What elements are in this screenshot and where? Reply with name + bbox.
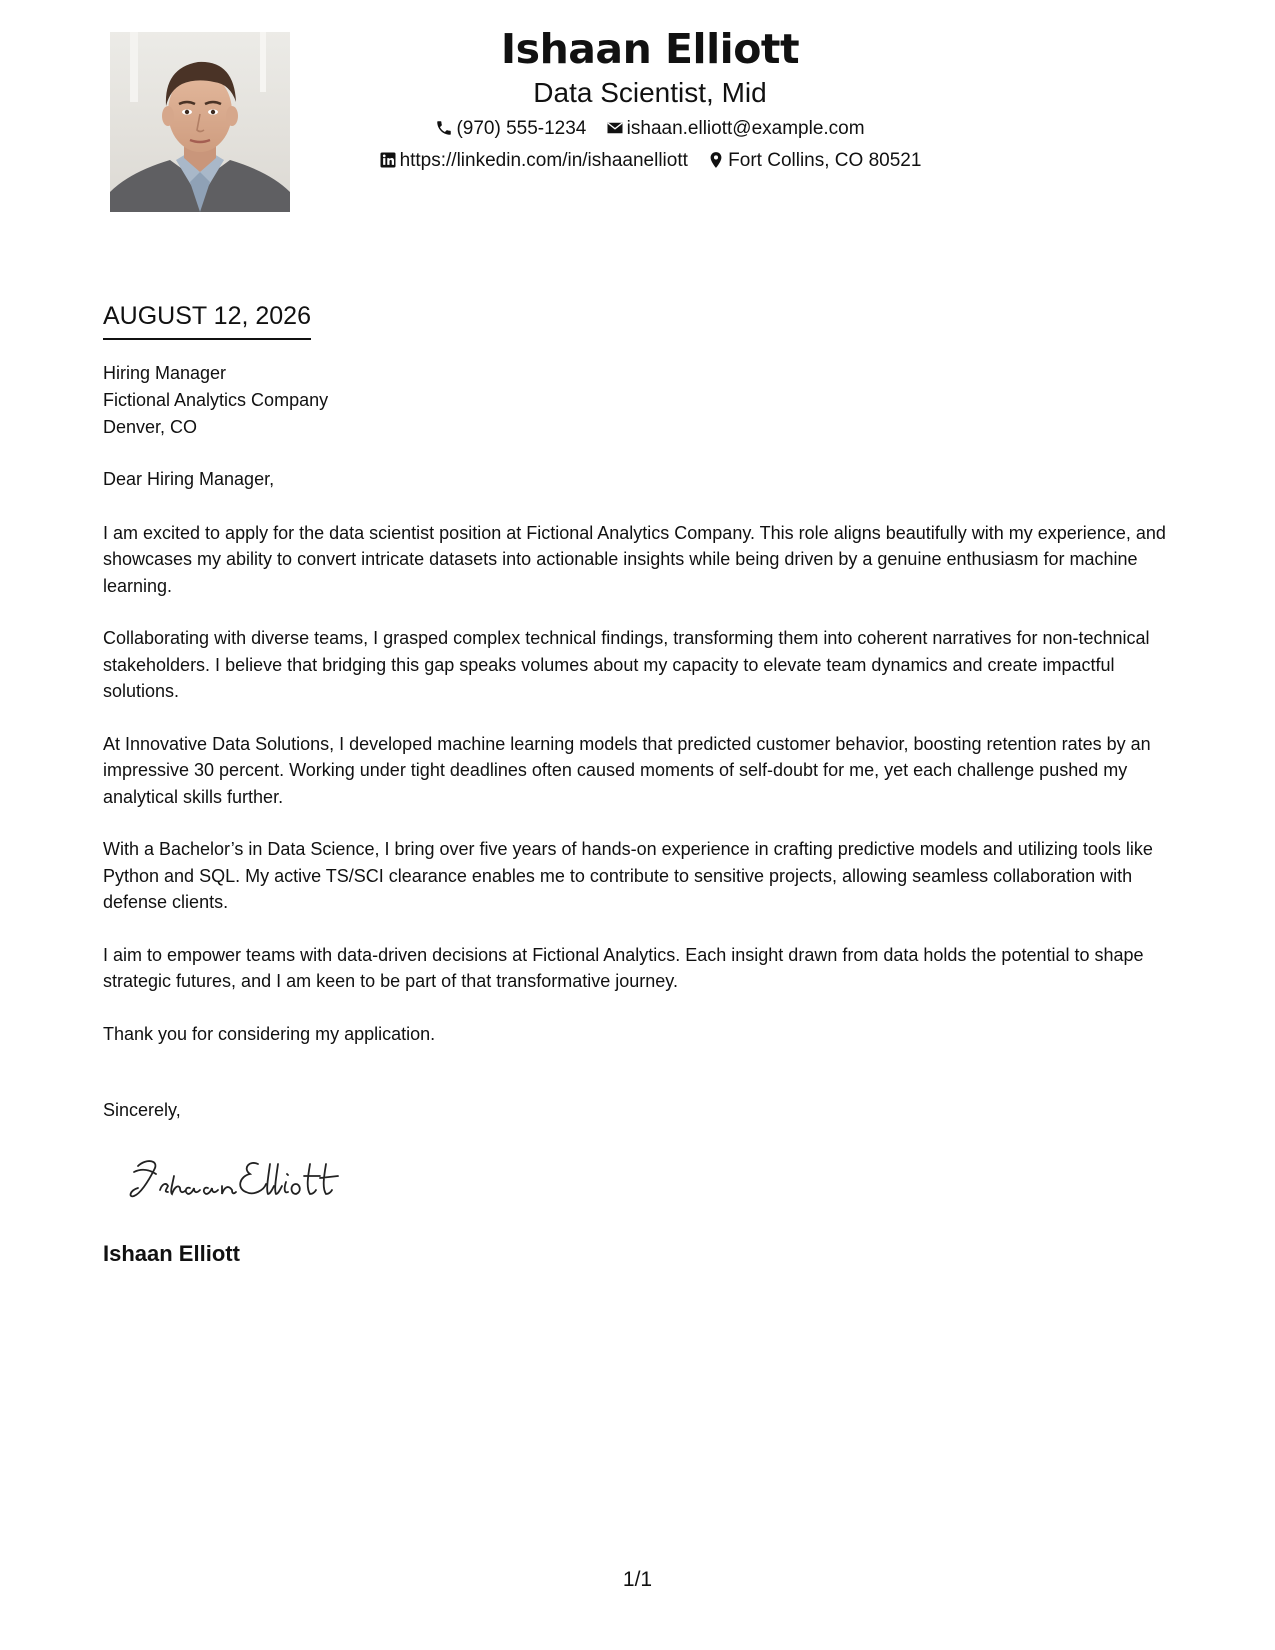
letter-body xyxy=(103,466,1178,1073)
page-number: 1/1 xyxy=(622,1568,653,1591)
email-address: ishaan.elliott@example.com xyxy=(626,118,865,139)
location-text: Fort Collins, CO 80521 xyxy=(728,150,922,171)
recipient-block xyxy=(103,360,328,441)
recipient-location: Denver, CO xyxy=(103,417,198,437)
linkedin-url: https://linkedin.com/in/ishaanelliott xyxy=(399,150,688,171)
linkedin-contact[interactable] xyxy=(379,149,688,173)
recipient-name: Hiring Manager xyxy=(103,363,227,383)
contact-row-primary xyxy=(340,117,960,141)
linkedin-icon xyxy=(379,151,397,169)
recipient-company: Fictional Analytics Company xyxy=(103,390,329,410)
location-contact xyxy=(707,149,921,173)
job-title: Data Scientist, Mid xyxy=(533,77,767,108)
map-pin-icon xyxy=(707,151,725,169)
signer-name: Ishaan Elliott xyxy=(103,1241,240,1266)
email-contact[interactable] xyxy=(606,117,865,141)
handwritten-signature xyxy=(120,1150,350,1210)
phone-contact[interactable] xyxy=(435,117,586,141)
thank-you-line: Thank you for considering my application. xyxy=(103,1023,436,1044)
body-paragraph: I aim to empower teams with data-driven decisions at Fictional Analytics. Each insight drawn from data holds the potential to shape strategic futures, and I am keen to be part of that transformative journey. xyxy=(103,944,1144,991)
letter-header xyxy=(340,22,960,173)
body-paragraph: Collaborating with diverse teams, I grasped complex technical findings, transforming them into coherent narratives for non-technical stakeholders. I believe that bridging this gap speaks volumes about my capacity to elevate team dynamics and create impactful solutions. xyxy=(103,628,1150,701)
body-paragraph: I am excited to apply for the data scientist position at Fictional Analytics Company. This role aligns beautifully with my experience, and showcases my ability to convert intricate datasets into actionable insights while being driven by a genuine enthusiasm for machine learning. xyxy=(103,522,1166,596)
body-paragraph: With a Bachelor’s in Data Science, I bring over five years of hands-on experience in crafting predictive models and utilizing tools like Python and SQL. My active TS/SCI clearance enables me to contribute to sensitive projects, allowing seamless collaboration with defense clients. xyxy=(103,839,1153,912)
closing: Sincerely, xyxy=(103,1100,181,1120)
envelope-icon xyxy=(606,119,624,137)
phone-icon xyxy=(435,119,453,137)
phone-number: (970) 555-1234 xyxy=(456,118,587,139)
portrait-image xyxy=(110,32,290,212)
contact-row-secondary xyxy=(340,149,960,173)
letter-date: AUGUST 12, 2026 xyxy=(103,300,311,340)
profile-photo xyxy=(110,32,290,212)
body-paragraph: At Innovative Data Solutions, I developed machine learning models that predicted customer behavior, boosting retention rates by an impressive 30 percent. Working under tight deadlines often caused moments of self-doubt for me, yet each challenge pushed my analytical skills further. xyxy=(103,733,1151,807)
signature-image xyxy=(120,1150,350,1210)
applicant-name: Ishaan Elliott xyxy=(500,25,800,73)
salutation: Dear Hiring Manager, xyxy=(103,469,275,489)
